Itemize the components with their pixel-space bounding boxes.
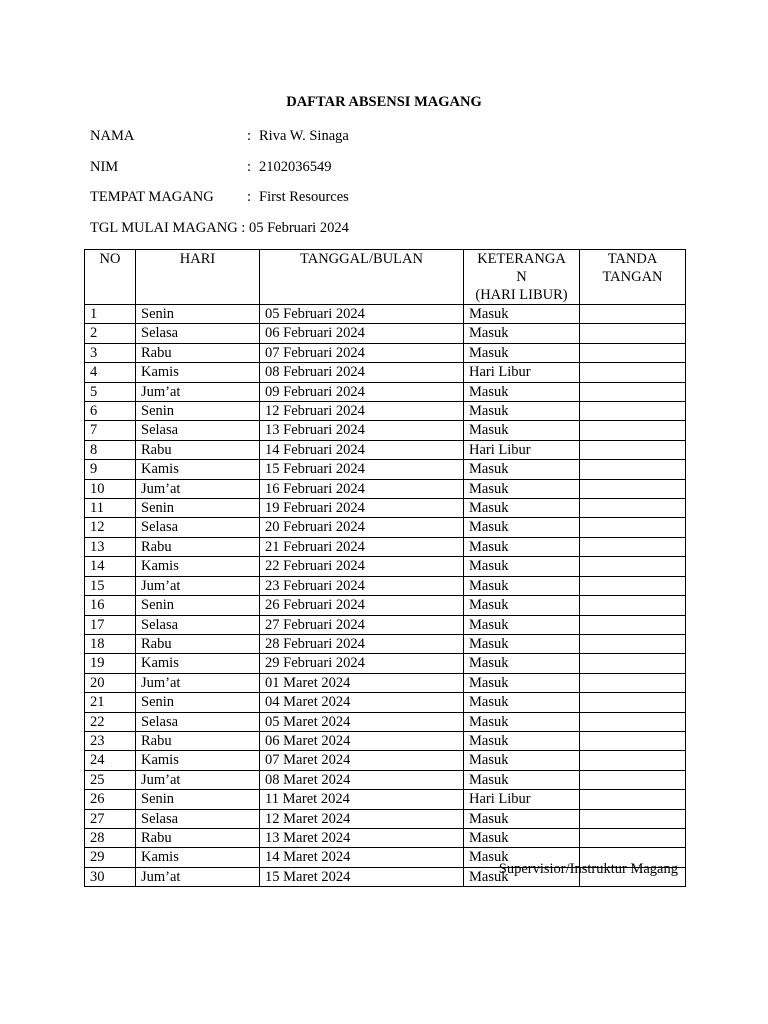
cell-no: 26 — [85, 790, 136, 809]
header-tanda-tangan — [580, 250, 686, 305]
cell-tanggal: 19 Februari 2024 — [260, 499, 464, 518]
cell-tanggal: 28 Februari 2024 — [260, 634, 464, 653]
header-keterangan-line2: N — [516, 269, 527, 285]
cell-hari: Rabu — [136, 634, 260, 653]
cell-keterangan: Masuk — [464, 770, 580, 789]
cell-hari: Jum’at — [136, 867, 260, 886]
cell-tanggal: 04 Maret 2024 — [260, 693, 464, 712]
cell-no: 19 — [85, 654, 136, 673]
tempat-value: First Resources — [259, 189, 349, 205]
cell-tanggal: 11 Maret 2024 — [260, 790, 464, 809]
document-title: DAFTAR ABSENSI MAGANG — [286, 94, 482, 110]
cell-hari: Jum’at — [136, 770, 260, 789]
cell-hari: Rabu — [136, 828, 260, 847]
cell-no: 17 — [85, 615, 136, 634]
cell-tanda-tangan[interactable] — [580, 557, 686, 576]
cell-keterangan: Hari Libur — [464, 363, 580, 382]
cell-no: 14 — [85, 557, 136, 576]
cell-hari: Kamis — [136, 557, 260, 576]
nama-value: Riva W. Sinaga — [259, 128, 349, 144]
info-tgl-mulai: TGL MULAI MAGANG : 05 Februari 2024 — [90, 220, 349, 236]
cell-hari: Rabu — [136, 440, 260, 459]
table-row — [85, 479, 686, 498]
cell-keterangan: Hari Libur — [464, 790, 580, 809]
cell-no: 1 — [85, 305, 136, 324]
cell-hari: Senin — [136, 499, 260, 518]
cell-no: 6 — [85, 402, 136, 421]
cell-hari: Selasa — [136, 324, 260, 343]
cell-keterangan: Masuk — [464, 305, 580, 324]
cell-keterangan: Masuk — [464, 343, 580, 362]
cell-tanggal: 26 Februari 2024 — [260, 596, 464, 615]
cell-keterangan: Masuk — [464, 421, 580, 440]
supervisor-label: Supervisior/Instruktur Magang — [498, 861, 678, 877]
cell-tanggal: 15 Maret 2024 — [260, 867, 464, 886]
table-row — [85, 402, 686, 421]
cell-tanda-tangan[interactable] — [580, 634, 686, 653]
cell-tanggal: 09 Februari 2024 — [260, 382, 464, 401]
cell-keterangan: Masuk — [464, 693, 580, 712]
table-row — [85, 596, 686, 615]
cell-hari: Jum’at — [136, 382, 260, 401]
table-row — [85, 576, 686, 595]
cell-tanggal: 01 Maret 2024 — [260, 673, 464, 692]
cell-tanggal: 05 Februari 2024 — [260, 305, 464, 324]
cell-no: 4 — [85, 363, 136, 382]
table-row — [85, 460, 686, 479]
cell-no: 23 — [85, 731, 136, 750]
table-row — [85, 363, 686, 382]
cell-no: 5 — [85, 382, 136, 401]
table-row — [85, 537, 686, 556]
cell-hari: Selasa — [136, 809, 260, 828]
cell-tanda-tangan[interactable] — [580, 576, 686, 595]
table-row — [85, 809, 686, 828]
cell-no: 2 — [85, 324, 136, 343]
cell-no: 7 — [85, 421, 136, 440]
cell-hari: Senin — [136, 596, 260, 615]
header-tanggal: TANGGAL/BULAN — [260, 250, 464, 305]
cell-tanggal: 14 Februari 2024 — [260, 440, 464, 459]
cell-no: 13 — [85, 537, 136, 556]
cell-no: 27 — [85, 809, 136, 828]
cell-keterangan: Masuk — [464, 382, 580, 401]
table-row — [85, 712, 686, 731]
info-tempat-magang — [90, 188, 349, 206]
table-row — [85, 305, 686, 324]
cell-hari: Kamis — [136, 363, 260, 382]
cell-hari: Kamis — [136, 460, 260, 479]
cell-tanda-tangan[interactable] — [580, 731, 686, 750]
table-row — [85, 440, 686, 459]
cell-tanda-tangan[interactable] — [580, 790, 686, 809]
cell-no: 11 — [85, 499, 136, 518]
cell-no: 3 — [85, 343, 136, 362]
table-body — [85, 305, 686, 887]
header-tanda-tangan-line2: TANGAN — [602, 269, 663, 285]
table-row — [85, 654, 686, 673]
cell-tanggal: 15 Februari 2024 — [260, 460, 464, 479]
cell-keterangan: Masuk — [464, 654, 580, 673]
cell-tanggal: 27 Februari 2024 — [260, 615, 464, 634]
cell-hari: Senin — [136, 693, 260, 712]
cell-tanda-tangan[interactable] — [580, 693, 686, 712]
cell-no: 20 — [85, 673, 136, 692]
cell-hari: Jum’at — [136, 673, 260, 692]
table-row — [85, 634, 686, 653]
cell-no: 21 — [85, 693, 136, 712]
table-row — [85, 557, 686, 576]
cell-hari: Kamis — [136, 751, 260, 770]
cell-no: 18 — [85, 634, 136, 653]
cell-tanda-tangan[interactable] — [580, 828, 686, 847]
cell-tanggal: 16 Februari 2024 — [260, 479, 464, 498]
table-row — [85, 731, 686, 750]
cell-tanggal: 08 Februari 2024 — [260, 363, 464, 382]
cell-tanda-tangan[interactable] — [580, 654, 686, 673]
tempat-label: TEMPAT MAGANG — [90, 189, 214, 205]
table-row — [85, 615, 686, 634]
cell-keterangan: Masuk — [464, 848, 580, 867]
cell-tanda-tangan[interactable] — [580, 537, 686, 556]
cell-tanda-tangan[interactable] — [580, 712, 686, 731]
cell-no: 24 — [85, 751, 136, 770]
cell-hari: Rabu — [136, 537, 260, 556]
cell-no: 29 — [85, 848, 136, 867]
cell-tanda-tangan[interactable] — [580, 363, 686, 382]
cell-keterangan: Masuk — [464, 712, 580, 731]
cell-keterangan: Masuk — [464, 518, 580, 537]
cell-tanggal: 06 Maret 2024 — [260, 731, 464, 750]
cell-no: 8 — [85, 440, 136, 459]
attendance-table — [84, 249, 686, 887]
cell-tanggal: 13 Maret 2024 — [260, 828, 464, 847]
header-no: NO — [85, 250, 136, 305]
cell-tanggal: 29 Februari 2024 — [260, 654, 464, 673]
cell-no: 22 — [85, 712, 136, 731]
nim-separator: : — [247, 159, 252, 175]
header-keterangan-line3: (HARI LIBUR) — [475, 287, 568, 303]
cell-tanda-tangan[interactable] — [580, 421, 686, 440]
cell-keterangan: Masuk — [464, 751, 580, 770]
cell-tanggal: 12 Maret 2024 — [260, 809, 464, 828]
cell-tanda-tangan[interactable] — [580, 479, 686, 498]
cell-tanggal: 12 Februari 2024 — [260, 402, 464, 421]
nim-label: NIM — [90, 159, 119, 175]
cell-no: 12 — [85, 518, 136, 537]
table-row — [85, 421, 686, 440]
cell-no: 15 — [85, 576, 136, 595]
cell-tanggal: 06 Februari 2024 — [260, 324, 464, 343]
cell-keterangan: Masuk — [464, 499, 580, 518]
nama-label: NAMA — [90, 128, 135, 144]
cell-tanda-tangan[interactable] — [580, 305, 686, 324]
table-row — [85, 499, 686, 518]
cell-no: 28 — [85, 828, 136, 847]
info-nama — [90, 127, 349, 145]
cell-hari: Senin — [136, 790, 260, 809]
cell-keterangan: Masuk — [464, 809, 580, 828]
cell-tanggal: 07 Maret 2024 — [260, 751, 464, 770]
table-row — [85, 673, 686, 692]
cell-tanda-tangan[interactable] — [580, 402, 686, 421]
cell-tanda-tangan[interactable] — [580, 460, 686, 479]
cell-tanda-tangan[interactable] — [580, 518, 686, 537]
cell-keterangan: Masuk — [464, 324, 580, 343]
cell-tanda-tangan[interactable] — [580, 751, 686, 770]
cell-keterangan: Masuk — [464, 596, 580, 615]
cell-tanggal: 08 Maret 2024 — [260, 770, 464, 789]
cell-keterangan: Masuk — [464, 673, 580, 692]
tempat-separator: : — [247, 189, 252, 205]
cell-tanggal: 23 Februari 2024 — [260, 576, 464, 595]
header-hari: HARI — [136, 250, 260, 305]
nim-value: 2102036549 — [259, 159, 332, 175]
cell-tanda-tangan[interactable] — [580, 324, 686, 343]
cell-keterangan: Masuk — [464, 576, 580, 595]
cell-tanda-tangan[interactable] — [580, 499, 686, 518]
cell-hari: Rabu — [136, 731, 260, 750]
cell-hari: Selasa — [136, 615, 260, 634]
table-row — [85, 324, 686, 343]
cell-keterangan: Masuk — [464, 402, 580, 421]
cell-hari: Senin — [136, 402, 260, 421]
cell-tanggal: 13 Februari 2024 — [260, 421, 464, 440]
cell-hari: Selasa — [136, 421, 260, 440]
table-row — [85, 790, 686, 809]
cell-hari: Kamis — [136, 848, 260, 867]
cell-tanggal: 05 Maret 2024 — [260, 712, 464, 731]
cell-tanggal: 22 Februari 2024 — [260, 557, 464, 576]
cell-hari: Selasa — [136, 518, 260, 537]
cell-tanggal: 14 Maret 2024 — [260, 848, 464, 867]
cell-tanda-tangan[interactable] — [580, 382, 686, 401]
cell-no: 16 — [85, 596, 136, 615]
cell-keterangan: Masuk — [464, 479, 580, 498]
cell-hari: Kamis — [136, 654, 260, 673]
table-row — [85, 751, 686, 770]
table-row — [85, 518, 686, 537]
cell-no: 30 — [85, 867, 136, 886]
info-nim — [90, 158, 332, 176]
table-row — [85, 693, 686, 712]
cell-keterangan: Masuk — [464, 867, 580, 886]
cell-tanggal: 21 Februari 2024 — [260, 537, 464, 556]
cell-keterangan: Hari Libur — [464, 440, 580, 459]
cell-keterangan: Masuk — [464, 615, 580, 634]
table-header-row — [85, 250, 686, 305]
cell-hari: Jum’at — [136, 479, 260, 498]
cell-keterangan: Masuk — [464, 828, 580, 847]
cell-keterangan: Masuk — [464, 731, 580, 750]
cell-no: 10 — [85, 479, 136, 498]
nama-separator: : — [247, 128, 252, 144]
cell-hari: Jum’at — [136, 576, 260, 595]
cell-hari: Selasa — [136, 712, 260, 731]
cell-hari: Rabu — [136, 343, 260, 362]
cell-keterangan: Masuk — [464, 634, 580, 653]
table-row — [85, 343, 686, 362]
cell-tanda-tangan[interactable] — [580, 770, 686, 789]
cell-tanda-tangan[interactable] — [580, 343, 686, 362]
cell-no: 9 — [85, 460, 136, 479]
cell-tanda-tangan[interactable] — [580, 673, 686, 692]
cell-keterangan: Masuk — [464, 460, 580, 479]
cell-tanda-tangan[interactable] — [580, 596, 686, 615]
table-row — [85, 770, 686, 789]
cell-tanda-tangan[interactable] — [580, 440, 686, 459]
cell-tanda-tangan[interactable] — [580, 615, 686, 634]
header-keterangan — [464, 250, 580, 305]
cell-tanggal: 20 Februari 2024 — [260, 518, 464, 537]
cell-tanda-tangan[interactable] — [580, 809, 686, 828]
cell-tanggal: 07 Februari 2024 — [260, 343, 464, 362]
table-row — [85, 828, 686, 847]
cell-keterangan: Masuk — [464, 557, 580, 576]
header-tanda-tangan-line1: TANDA — [607, 251, 658, 267]
cell-no: 25 — [85, 770, 136, 789]
header-keterangan-line1: KETERANGA — [477, 251, 566, 267]
table-row — [85, 382, 686, 401]
cell-keterangan: Masuk — [464, 537, 580, 556]
cell-hari: Senin — [136, 305, 260, 324]
